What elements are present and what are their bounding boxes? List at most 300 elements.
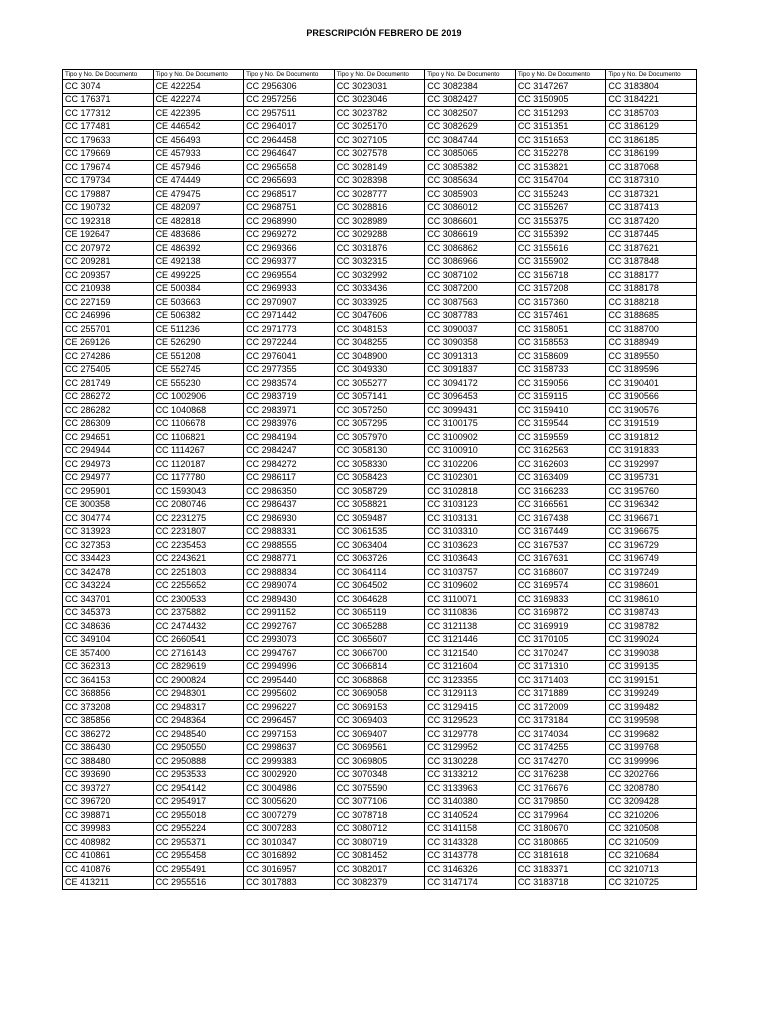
document-cell: CC 2955516 — [153, 876, 244, 890]
table-row — [63, 242, 697, 256]
table-row — [63, 593, 697, 607]
document-cell: CC 3190576 — [606, 404, 697, 418]
document-cell: CC 2989430 — [244, 593, 335, 607]
document-cell: CC 1002906 — [153, 390, 244, 404]
document-cell: CC 364153 — [63, 674, 154, 688]
table-row — [63, 647, 697, 661]
document-cell: CC 2955458 — [153, 849, 244, 863]
document-cell: CE 511236 — [153, 323, 244, 337]
document-cell: CC 3190566 — [606, 390, 697, 404]
document-cell: CC 399983 — [63, 822, 154, 836]
document-cell: CE 483686 — [153, 228, 244, 242]
document-cell: CC 3152278 — [515, 147, 606, 161]
document-cell: CC 3068868 — [334, 674, 425, 688]
document-cell: CC 3082379 — [334, 876, 425, 890]
table-row — [63, 660, 697, 674]
document-cell: CC 3155267 — [515, 201, 606, 215]
column-header: Tipo y No. De Documento — [63, 70, 154, 80]
document-cell: CC 3186185 — [606, 134, 697, 148]
document-cell: CC 362313 — [63, 660, 154, 674]
document-cell: CC 3028816 — [334, 201, 425, 215]
document-cell: CC 3169574 — [515, 579, 606, 593]
document-cell: CC 345373 — [63, 606, 154, 620]
document-cell: CE 492138 — [153, 255, 244, 269]
document-cell: CC 3171403 — [515, 674, 606, 688]
document-cell: CC 3086966 — [425, 255, 516, 269]
document-cell: CC 334423 — [63, 552, 154, 566]
document-cell: CC 3086619 — [425, 228, 516, 242]
document-cell: CC 3167449 — [515, 525, 606, 539]
document-cell: CC 3198610 — [606, 593, 697, 607]
document-cell: CC 3130228 — [425, 755, 516, 769]
document-cell: CC 3199038 — [606, 647, 697, 661]
document-cell: CC 3102206 — [425, 458, 516, 472]
document-cell: CC 3188178 — [606, 282, 697, 296]
document-cell: CC 3033925 — [334, 296, 425, 310]
document-cell: CC 246996 — [63, 309, 154, 323]
document-cell: CC 3069805 — [334, 755, 425, 769]
document-cell: CC 209281 — [63, 255, 154, 269]
document-cell: CC 1177780 — [153, 471, 244, 485]
document-cell: CC 3078718 — [334, 809, 425, 823]
document-cell: CC 2976041 — [244, 350, 335, 364]
document-cell: CC 3048255 — [334, 336, 425, 350]
document-cell: CC 3169872 — [515, 606, 606, 620]
document-cell: CC 3163409 — [515, 471, 606, 485]
document-cell: CC 3150905 — [515, 93, 606, 107]
document-cell: CC 3103123 — [425, 498, 516, 512]
document-cell: CC 2971773 — [244, 323, 335, 337]
document-cell: CC 2660541 — [153, 633, 244, 647]
document-cell: CC 2988555 — [244, 539, 335, 553]
document-cell: CC 3087563 — [425, 296, 516, 310]
document-cell: CC 3169833 — [515, 593, 606, 607]
document-cell: CC 2954142 — [153, 782, 244, 796]
document-cell: CC 207972 — [63, 242, 154, 256]
document-cell: CE 482097 — [153, 201, 244, 215]
document-cell: CC 2983976 — [244, 417, 335, 431]
document-cell: CC 2996227 — [244, 701, 335, 715]
document-cell: CC 3085065 — [425, 147, 516, 161]
document-cell: CC 3167537 — [515, 539, 606, 553]
document-cell: CC 3196729 — [606, 539, 697, 553]
document-cell: CC 386272 — [63, 728, 154, 742]
document-cell: CE 526290 — [153, 336, 244, 350]
document-cell: CC 3176238 — [515, 768, 606, 782]
document-cell: CC 3192997 — [606, 458, 697, 472]
document-cell: CC 3007279 — [244, 809, 335, 823]
document-cell: CE 500384 — [153, 282, 244, 296]
document-cell: CC 3143778 — [425, 849, 516, 863]
document-cell: CC 3183804 — [606, 80, 697, 94]
document-cell: CC 3005620 — [244, 795, 335, 809]
document-cell: CE 300358 — [63, 498, 154, 512]
document-cell: CC 3189550 — [606, 350, 697, 364]
document-cell: CC 2900824 — [153, 674, 244, 688]
document-cell: CC 3082017 — [334, 863, 425, 877]
page-title: PRESCRIPCIÓN FEBRERO DE 2019 — [306, 28, 462, 38]
document-cell: CC 176371 — [63, 93, 154, 107]
document-cell: CE 555230 — [153, 377, 244, 391]
document-cell: CC 209357 — [63, 269, 154, 283]
document-cell: CE 486392 — [153, 242, 244, 256]
document-cell: CC 3066700 — [334, 647, 425, 661]
document-cell: CC 3174255 — [515, 741, 606, 755]
document-cell: CC 3147267 — [515, 80, 606, 94]
document-cell: CC 342478 — [63, 566, 154, 580]
header-row — [63, 70, 697, 80]
table-row — [63, 201, 697, 215]
table-row — [63, 255, 697, 269]
document-cell: CC 3180670 — [515, 822, 606, 836]
document-cell: CC 2988771 — [244, 552, 335, 566]
table-row — [63, 836, 697, 850]
document-cell: CC 2969933 — [244, 282, 335, 296]
document-cell: CC 3190401 — [606, 377, 697, 391]
column-header: Tipo y No. De Documento — [153, 70, 244, 80]
table-row — [63, 498, 697, 512]
document-cell: CC 2474432 — [153, 620, 244, 634]
document-cell: CC 3154704 — [515, 174, 606, 188]
document-cell: CC 3023046 — [334, 93, 425, 107]
table-row — [63, 579, 697, 593]
document-cell: CC 410876 — [63, 863, 154, 877]
document-cell: CC 3133963 — [425, 782, 516, 796]
document-cell: CC 3065119 — [334, 606, 425, 620]
document-cell: CC 3031876 — [334, 242, 425, 256]
document-cell: CC 2993073 — [244, 633, 335, 647]
document-cell: CC 3171889 — [515, 687, 606, 701]
document-cell: CC 3166561 — [515, 498, 606, 512]
table-row — [63, 471, 697, 485]
table-row — [63, 728, 697, 742]
document-cell: CC 3158051 — [515, 323, 606, 337]
table-row — [63, 633, 697, 647]
table-row — [63, 687, 697, 701]
document-cell: CC 274286 — [63, 350, 154, 364]
document-cell: CC 3188218 — [606, 296, 697, 310]
document-cell: CC 1040868 — [153, 404, 244, 418]
document-cell: CC 2969554 — [244, 269, 335, 283]
table-row — [63, 188, 697, 202]
document-cell: CC 3180865 — [515, 836, 606, 850]
document-cell: CC 3188685 — [606, 309, 697, 323]
table-row — [63, 620, 697, 634]
table-row — [63, 147, 697, 161]
document-cell: CC 3103757 — [425, 566, 516, 580]
document-cell: CC 3195760 — [606, 485, 697, 499]
table-row — [63, 606, 697, 620]
table-row — [63, 215, 697, 229]
document-cell: CC 3187621 — [606, 242, 697, 256]
table-row — [63, 228, 697, 242]
document-cell: CC 3198743 — [606, 606, 697, 620]
document-cell: CC 3187420 — [606, 215, 697, 229]
table-row — [63, 134, 697, 148]
document-cell: CC 3140524 — [425, 809, 516, 823]
document-cell: CC 2965693 — [244, 174, 335, 188]
document-cell: CC 3196749 — [606, 552, 697, 566]
document-cell: CC 3065288 — [334, 620, 425, 634]
document-cell: CC 3162563 — [515, 444, 606, 458]
document-cell: CC 2957256 — [244, 93, 335, 107]
document-cell: CC 3103131 — [425, 512, 516, 526]
document-cell: CC 3197249 — [606, 566, 697, 580]
document-cell: CC 3174034 — [515, 728, 606, 742]
document-cell: CC 3061535 — [334, 525, 425, 539]
document-cell: CC 3133212 — [425, 768, 516, 782]
document-cell: CC 2994767 — [244, 647, 335, 661]
document-cell: CC 3028777 — [334, 188, 425, 202]
document-cell: CC 2984194 — [244, 431, 335, 445]
document-cell: CC 2998637 — [244, 741, 335, 755]
document-cell: CC 3183718 — [515, 876, 606, 890]
document-cell: CC 3174270 — [515, 755, 606, 769]
table-row — [63, 93, 697, 107]
document-cell: CC 3169919 — [515, 620, 606, 634]
document-cell: CC 3028989 — [334, 215, 425, 229]
document-cell: CC 3170105 — [515, 633, 606, 647]
document-cell: CC 3141158 — [425, 822, 516, 836]
document-cell: CC 2955491 — [153, 863, 244, 877]
document-cell: CC 3082427 — [425, 93, 516, 107]
document-cell: CC 294977 — [63, 471, 154, 485]
document-cell: CC 275405 — [63, 363, 154, 377]
document-cell: CC 2950550 — [153, 741, 244, 755]
document-cell: CC 2251803 — [153, 566, 244, 580]
document-cell: CC 3085382 — [425, 161, 516, 175]
table-row — [63, 404, 697, 418]
document-cell: CC 3057295 — [334, 417, 425, 431]
document-cell: CC 294651 — [63, 431, 154, 445]
document-cell: CC 3187321 — [606, 188, 697, 202]
document-cell: CC 3032315 — [334, 255, 425, 269]
document-cell: CE 456493 — [153, 134, 244, 148]
document-cell: CC 349104 — [63, 633, 154, 647]
document-cell: CC 327353 — [63, 539, 154, 553]
document-cell: CC 3173184 — [515, 714, 606, 728]
document-cell: CC 3007283 — [244, 822, 335, 836]
document-cell: CC 3199768 — [606, 741, 697, 755]
table-row — [63, 323, 697, 337]
document-cell: CC 2994996 — [244, 660, 335, 674]
document-cell: CC 3070348 — [334, 768, 425, 782]
document-cell: CC 2977355 — [244, 363, 335, 377]
document-cell: CC 3087783 — [425, 309, 516, 323]
document-cell: CC 385856 — [63, 714, 154, 728]
document-cell: CC 1106678 — [153, 417, 244, 431]
table-body — [63, 80, 697, 890]
document-cell: CC 3087102 — [425, 269, 516, 283]
document-cell: CC 2964647 — [244, 147, 335, 161]
document-cell: CC 3191519 — [606, 417, 697, 431]
document-cell: CC 177312 — [63, 107, 154, 121]
document-cell: CC 3074 — [63, 80, 154, 94]
table-row — [63, 782, 697, 796]
document-cell: CC 3185703 — [606, 107, 697, 121]
document-cell: CC 408982 — [63, 836, 154, 850]
document-cell: CC 179734 — [63, 174, 154, 188]
document-cell: CC 3028149 — [334, 161, 425, 175]
document-cell: CC 3151653 — [515, 134, 606, 148]
table-row — [63, 822, 697, 836]
document-cell: CC 3195731 — [606, 471, 697, 485]
document-cell: CE 552745 — [153, 363, 244, 377]
document-cell: CC 313923 — [63, 525, 154, 539]
document-cell: CC 3091313 — [425, 350, 516, 364]
document-cell: CC 3187068 — [606, 161, 697, 175]
document-cell: CC 2970907 — [244, 296, 335, 310]
document-cell: CC 3179964 — [515, 809, 606, 823]
table-row — [63, 363, 697, 377]
document-cell: CC 3208780 — [606, 782, 697, 796]
table-row — [63, 525, 697, 539]
document-cell: CC 3016892 — [244, 849, 335, 863]
document-cell: CE 551208 — [153, 350, 244, 364]
document-cell: CC 3085903 — [425, 188, 516, 202]
document-cell: CE 457946 — [153, 161, 244, 175]
document-cell: CC 3167438 — [515, 512, 606, 526]
document-cell: CC 3102301 — [425, 471, 516, 485]
document-cell: CC 3110071 — [425, 593, 516, 607]
document-cell: CC 3058130 — [334, 444, 425, 458]
document-cell: CC 2948317 — [153, 701, 244, 715]
document-cell: CC 2984247 — [244, 444, 335, 458]
document-cell: CC 3140380 — [425, 795, 516, 809]
table-row — [63, 269, 697, 283]
table-row — [63, 417, 697, 431]
document-cell: CC 2983971 — [244, 404, 335, 418]
document-cell: CC 2968517 — [244, 188, 335, 202]
document-cell: CC 3210508 — [606, 822, 697, 836]
document-cell: CE 506382 — [153, 309, 244, 323]
document-cell: CC 3155902 — [515, 255, 606, 269]
document-cell: CC 2255652 — [153, 579, 244, 593]
document-cell: CC 3187445 — [606, 228, 697, 242]
document-cell: CC 3121540 — [425, 647, 516, 661]
document-cell: CC 3199996 — [606, 755, 697, 769]
document-cell: CC 3196675 — [606, 525, 697, 539]
document-cell: CC 2971442 — [244, 309, 335, 323]
document-cell: CC 3155243 — [515, 188, 606, 202]
document-cell: CC 2829619 — [153, 660, 244, 674]
document-cell: CC 3171310 — [515, 660, 606, 674]
document-cell: CC 3210509 — [606, 836, 697, 850]
document-cell: CC 3064628 — [334, 593, 425, 607]
document-cell: CC 3103310 — [425, 525, 516, 539]
document-cell: CC 3110836 — [425, 606, 516, 620]
document-cell: CE 503663 — [153, 296, 244, 310]
document-cell: CC 3189596 — [606, 363, 697, 377]
document-cell: CC 3086862 — [425, 242, 516, 256]
document-cell: CC 3155616 — [515, 242, 606, 256]
document-cell: CC 3210206 — [606, 809, 697, 823]
document-cell: CC 3155375 — [515, 215, 606, 229]
document-cell: CC 2986350 — [244, 485, 335, 499]
document-cell: CE 446542 — [153, 120, 244, 134]
document-cell: CC 3057250 — [334, 404, 425, 418]
table-row — [63, 350, 697, 364]
document-cell: CC 3048900 — [334, 350, 425, 364]
table-row — [63, 552, 697, 566]
document-cell: CC 3172009 — [515, 701, 606, 715]
document-cell: CC 2991152 — [244, 606, 335, 620]
table-row — [63, 174, 697, 188]
document-cell: CC 179669 — [63, 147, 154, 161]
document-cell: CC 2995602 — [244, 687, 335, 701]
document-cell: CC 3198601 — [606, 579, 697, 593]
document-cell: CC 3099431 — [425, 404, 516, 418]
document-cell: CC 3047606 — [334, 309, 425, 323]
document-cell: CE 457933 — [153, 147, 244, 161]
document-table — [62, 69, 697, 890]
document-cell: CC 3151293 — [515, 107, 606, 121]
document-cell: CC 2955018 — [153, 809, 244, 823]
document-cell: CC 3096453 — [425, 390, 516, 404]
document-cell: CC 396720 — [63, 795, 154, 809]
document-cell: CC 3100902 — [425, 431, 516, 445]
document-cell: CC 3199135 — [606, 660, 697, 674]
table-row — [63, 485, 697, 499]
document-cell: CC 388480 — [63, 755, 154, 769]
document-cell: CC 3049330 — [334, 363, 425, 377]
document-cell: CC 3121604 — [425, 660, 516, 674]
document-cell: CC 3159056 — [515, 377, 606, 391]
table-row — [63, 120, 697, 134]
table-row — [63, 741, 697, 755]
document-cell: CC 2953533 — [153, 768, 244, 782]
column-header: Tipo y No. De Documento — [515, 70, 606, 80]
table-row — [63, 444, 697, 458]
document-cell: CC 286272 — [63, 390, 154, 404]
document-cell: CC 3186199 — [606, 147, 697, 161]
document-cell: CC 3199024 — [606, 633, 697, 647]
document-cell: CC 2948540 — [153, 728, 244, 742]
document-cell: CE 479475 — [153, 188, 244, 202]
document-cell: CC 2231807 — [153, 525, 244, 539]
document-cell: CC 3187310 — [606, 174, 697, 188]
table-row — [63, 701, 697, 715]
document-cell: CC 190732 — [63, 201, 154, 215]
table-row — [63, 674, 697, 688]
document-cell: CC 295901 — [63, 485, 154, 499]
document-cell: CC 2989074 — [244, 579, 335, 593]
document-cell: CC 3158553 — [515, 336, 606, 350]
document-cell: CC 410861 — [63, 849, 154, 863]
document-cell: CC 3199682 — [606, 728, 697, 742]
document-cell: CC 286282 — [63, 404, 154, 418]
document-cell: CC 3057970 — [334, 431, 425, 445]
document-cell: CC 2986437 — [244, 498, 335, 512]
document-cell: CC 2965658 — [244, 161, 335, 175]
document-cell: CC 3129113 — [425, 687, 516, 701]
document-cell: CC 3167631 — [515, 552, 606, 566]
document-cell: CC 3147174 — [425, 876, 516, 890]
document-cell: CC 2992767 — [244, 620, 335, 634]
document-cell: CE 422254 — [153, 80, 244, 94]
document-cell: CC 2235453 — [153, 539, 244, 553]
document-cell: CC 3209428 — [606, 795, 697, 809]
document-cell: CC 3159115 — [515, 390, 606, 404]
document-cell: CC 3198782 — [606, 620, 697, 634]
document-cell: CC 2996457 — [244, 714, 335, 728]
table-row — [63, 458, 697, 472]
document-cell: CC 3058729 — [334, 485, 425, 499]
document-cell: CC 3109602 — [425, 579, 516, 593]
table-row — [63, 863, 697, 877]
document-cell: CC 304774 — [63, 512, 154, 526]
document-cell: CC 3179850 — [515, 795, 606, 809]
